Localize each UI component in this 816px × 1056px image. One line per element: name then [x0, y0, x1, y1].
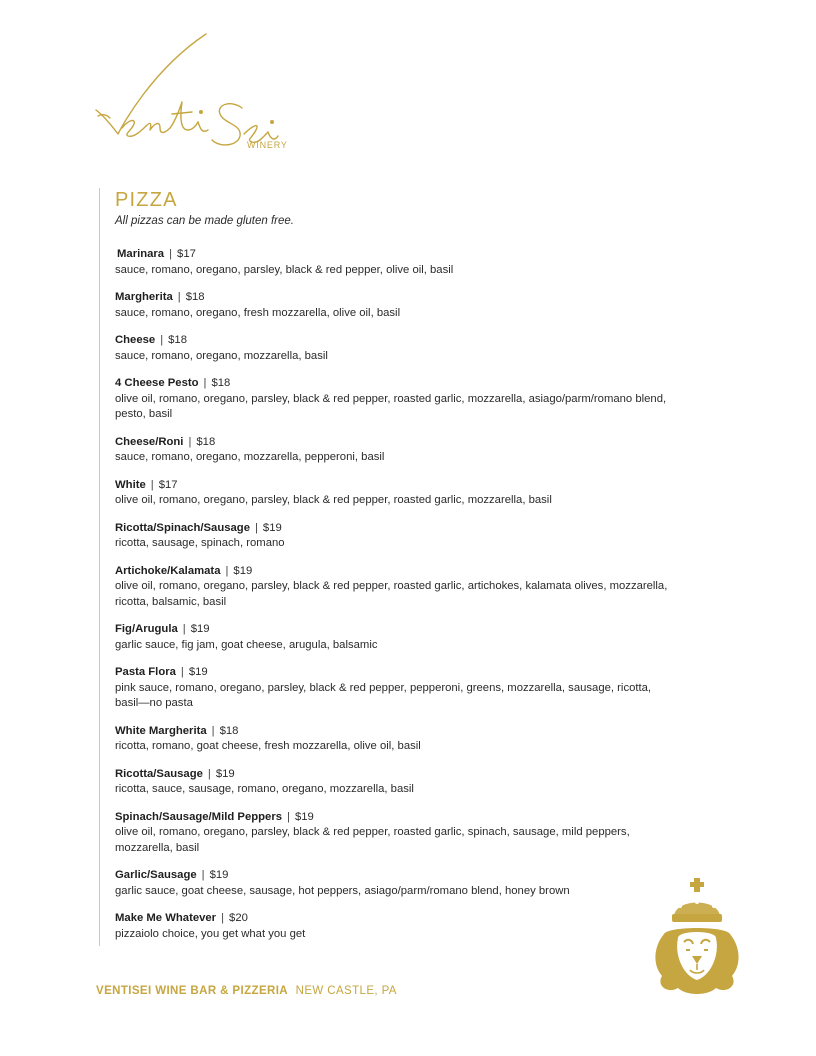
item-name: White Margherita	[115, 724, 207, 737]
item-name: Fig/Arugula	[115, 623, 178, 635]
lion-crest	[648, 876, 746, 998]
menu-item: Garlic/Sausage | $19 garlic sauce, goat cheese, sausage, hot peppers, asiago/parm/romano blend, honey brown	[115, 868, 675, 899]
item-price: $19	[262, 521, 282, 534]
lion-crown-icon	[648, 876, 746, 998]
item-name: Cheese	[115, 334, 156, 346]
brand-logo	[92, 30, 302, 155]
item-description: sauce, romano, oregano, fresh mozzarella, olive oil, basil	[115, 306, 401, 319]
item-name: Cheese/Roni	[115, 435, 184, 448]
menu-item: Spinach/Sausage/Mild Peppers | $19 olive oil, romano, oregano, parsley, black & red pepper, roasted garlic, spinach, sausage, mild peppers, mozzarella, basil	[115, 810, 675, 857]
menu-item: Cheese/Roni | $18 sauce, romano, oregano, mozzarella, pepperoni, basil	[115, 435, 675, 466]
item-price: $19	[215, 767, 235, 780]
footer	[96, 985, 397, 997]
menu-item: Cheese | $18 sauce, romano, oregano, mozzarella, basil	[115, 333, 675, 364]
item-name: Pasta Flora	[115, 666, 176, 678]
item-name: Ricotta/Sausage	[115, 767, 203, 780]
menu-item: White | $17 olive oil, romano, oregano, parsley, black & red pepper, roasted garlic, mozzarella, basil	[115, 478, 675, 509]
item-description: ricotta, romano, goat cheese, fresh mozzarella, olive oil, basil	[115, 740, 421, 752]
item-price: $18	[185, 291, 205, 303]
item-description: garlic sauce, fig jam, goat cheese, arugula, balsamic	[115, 638, 378, 651]
item-price: $18	[211, 377, 231, 389]
item-description: olive oil, romano, oregano, parsley, black & red pepper, roasted garlic, mozzarella, basil	[115, 494, 552, 506]
brand-subtitle: WINERY	[247, 140, 288, 150]
item-name: 4 Cheese Pesto	[115, 377, 199, 389]
item-description: pizzaiolo choice, you get what you get	[115, 927, 306, 940]
item-description: sauce, romano, oregano, mozzarella, pepperoni, basil	[115, 451, 385, 463]
menu-section	[115, 187, 675, 954]
item-name: White	[115, 478, 146, 491]
menu-item: Margherita | $18 sauce, romano, oregano, fresh mozzarella, olive oil, basil	[115, 290, 675, 321]
menu-items	[115, 247, 675, 942]
menu-item: Marinara | $17 sauce, romano, oregano, parsley, black & red pepper, olive oil, basil	[115, 247, 675, 278]
menu-item: Pasta Flora | $19 pink sauce, romano, oregano, parsley, black & red pepper, pepperoni, greens, mozzarella, sausage, ricotta, basil—no pasta	[115, 665, 675, 712]
menu-item: Ricotta/Spinach/Sausage | $19 ricotta, sausage, spinach, romano	[115, 521, 675, 552]
menu-item: Fig/Arugula | $19 garlic sauce, fig jam, goat cheese, arugula, balsamic	[115, 622, 675, 653]
item-name: Marinara	[117, 248, 165, 260]
item-description: sauce, romano, oregano, mozzarella, basil	[115, 349, 328, 362]
item-price: $19	[188, 666, 208, 678]
gluten-free-note: All pizzas can be made gluten free.	[115, 215, 294, 227]
item-description: olive oil, romano, oregano, parsley, black & red pepper, roasted garlic, mozzarella, asiago/parm/romano blend, pesto, basil	[115, 392, 667, 420]
item-price: $18	[219, 724, 239, 737]
menu-item: Make Me Whatever | $20 pizzaiolo choice, you get what you get	[115, 911, 675, 942]
item-description: garlic sauce, goat cheese, sausage, hot peppers, asiago/parm/romano blend, honey brown	[115, 884, 570, 897]
item-price: $17	[177, 248, 196, 260]
item-price: $19	[209, 869, 229, 881]
vertical-divider	[99, 188, 100, 946]
item-price: $19	[294, 810, 314, 823]
item-name: Spinach/Sausage/Mild Peppers	[115, 810, 282, 823]
item-description: olive oil, romano, oregano, parsley, black & red pepper, roasted garlic, spinach, sausage, mild peppers, mozzarella, basil	[115, 826, 630, 854]
menu-item: Ricotta/Sausage | $19 ricotta, sauce, sausage, romano, oregano, mozzarella, basil	[115, 767, 675, 798]
script-logo-icon	[92, 30, 302, 155]
item-name: Ricotta/Spinach/Sausage	[115, 521, 250, 534]
footer-business-name: VENTISEI WINE BAR & PIZZERIA	[96, 985, 289, 997]
item-price: $20	[229, 912, 248, 924]
menu-item: White Margherita | $18 ricotta, romano, goat cheese, fresh mozzarella, olive oil, basil	[115, 724, 675, 755]
footer-location: NEW CASTLE, PA	[295, 985, 397, 997]
section-title: PIZZA	[115, 189, 178, 211]
item-description: ricotta, sauce, sausage, romano, oregano, mozzarella, basil	[115, 783, 414, 795]
item-description: ricotta, sausage, spinach, romano	[115, 537, 285, 549]
item-name: Artichoke/Kalamata	[115, 564, 221, 577]
item-price: $18	[196, 435, 216, 448]
item-price: $18	[168, 334, 187, 346]
menu-item: 4 Cheese Pesto | $18 olive oil, romano, oregano, parsley, black & red pepper, roasted garlic, mozzarella, asiago/parm/romano blend, pesto, basil	[115, 376, 675, 423]
item-price: $17	[158, 478, 178, 491]
item-price: $19	[233, 564, 253, 577]
item-name: Make Me Whatever	[115, 912, 217, 924]
item-description: pink sauce, romano, oregano, parsley, black & red pepper, pepperoni, greens, mozzarella, sausage, ricotta, basil—no pasta	[115, 681, 652, 709]
item-description: olive oil, romano, oregano, parsley, black & red pepper, roasted garlic, artichokes, kalamata olives, mozzarella, ricotta, balsamic, basil	[115, 580, 668, 608]
item-name: Margherita	[115, 291, 173, 303]
menu-item: Artichoke/Kalamata | $19 olive oil, romano, oregano, parsley, black & red pepper, roasted garlic, artichokes, kalamata olives, mozzarella, ricotta, balsamic, basil	[115, 564, 675, 611]
item-description: sauce, romano, oregano, parsley, black & red pepper, olive oil, basil	[115, 263, 454, 276]
item-name: Garlic/Sausage	[115, 869, 197, 881]
item-price: $19	[190, 623, 210, 635]
